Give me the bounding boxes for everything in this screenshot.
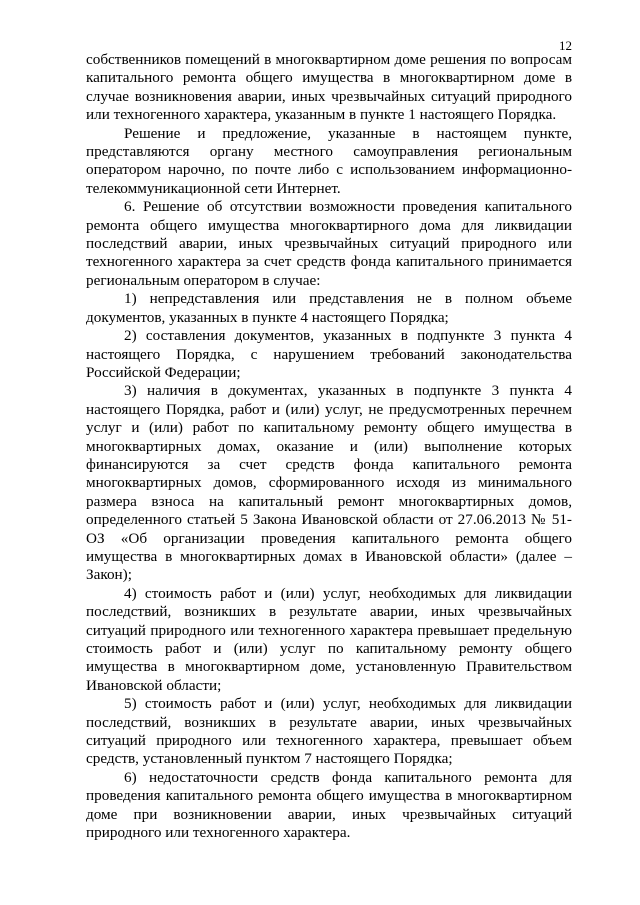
- list-item-1: 1) непредставления или представления не в полном объеме документов, указанных в пункте 4 настоящего Порядка;: [86, 290, 572, 326]
- list-item-4: 4) стоимость работ и (или) услуг, необходимых для ликвидации последствий, возникших в результате аварии, иных чрезвычайных ситуаций природного или техногенного характера превышает предельную стоимость работ и (или) услуг по капитальному ремонту общего имущества в многоквартирном доме, установленную Правительством Ивановской области;: [86, 584, 572, 694]
- page-number: 12: [559, 38, 572, 53]
- list-item-2: 2) составления документов, указанных в подпункте 3 пункта 4 настоящего Порядка, с нарушением требований законодательства Российской Федерации;: [86, 327, 572, 381]
- paragraph-submission: Решение и предложение, указанные в настоящем пункте, представляются органу местного самоуправления региональным оператором нарочно, по почте либо с использованием информационно-телекоммуникационной сети Интернет.: [86, 124, 572, 197]
- list-item-5: 5) стоимость работ и (или) услуг, необходимых для ликвидации последствий, возникших в результате аварии, иных чрезвычайных ситуаций природного или техногенного характера, превышает объем средств, установленный пунктом 7 настоящего Порядка;: [86, 695, 572, 768]
- list-item-3: 3) наличия в документах, указанных в подпункте 3 пункта 4 настоящего Порядка, работ и (или) услуг, не предусмотренных перечнем услуг и (или) работ по капитальному ремонту общего имущества в многоквартирных домах, оказание и (или) выполнение которых финансируются за счет средств фонда капитального ремонта многоквартирных домов, сформированного исходя из минимального размера взноса на капитальный ремонт многоквартирных домов, определенного статьей 5 Закона Ивановской области от 27.06.2013 № 51-ОЗ «Об организации проведения капитального ремонта общего имущества в многоквартирных домах в Ивановской области» (далее – Закон);: [86, 382, 572, 584]
- list-item-6: 6) недостаточности средств фонда капитального ремонта для проведения капитального ремонта общего имущества в многоквартирном доме при возникновении аварии, иных чрезвычайных ситуаций природного или техногенного характера.: [86, 768, 572, 842]
- document-body: [86, 51, 572, 842]
- paragraph-continuation: собственников помещений в многоквартирном доме решения по вопросам капитального ремонта общего имущества в многоквартирном доме в случае возникновения аварии, иных чрезвычайных ситуаций природного или техногенного характера, указанным в пункте 1 настоящего Порядка.: [86, 51, 572, 124]
- paragraph-item-6: 6. Решение об отсутствии возможности проведения капитального ремонта общего имущества многоквартирного дома для ликвидации последствий аварии, иных чрезвычайных ситуаций природного или техногенного характера за счет средств фонда капитального принимается региональным оператором в случае:: [86, 198, 572, 289]
